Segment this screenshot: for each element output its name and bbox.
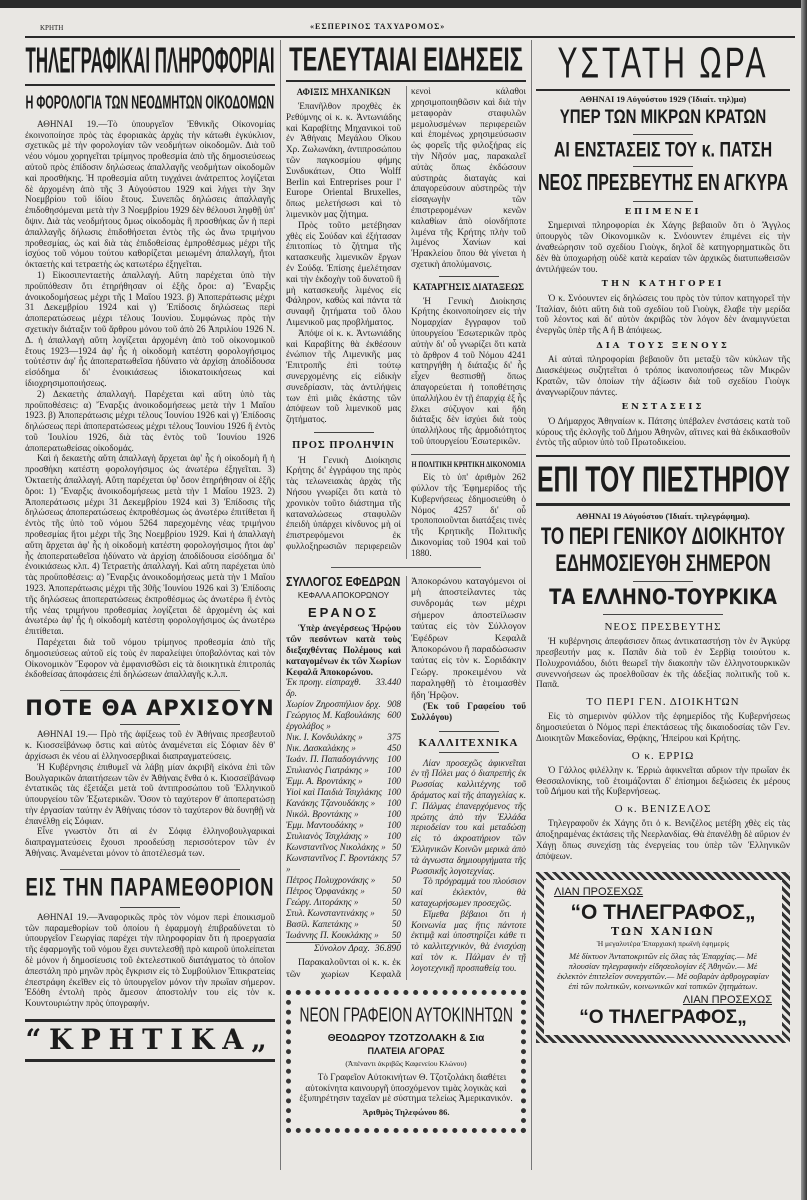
donation-row bbox=[286, 908, 401, 919]
donor-name: Ἐμμ. Μαντουδάκης » bbox=[286, 820, 364, 831]
middle-column bbox=[286, 42, 526, 1133]
donor-name: Νικόλ. Βροντάκης » bbox=[286, 809, 359, 820]
ad-location-note bbox=[299, 1060, 513, 1068]
headline-text: ΑΦΙΞΙΣ ΜΗΧΑΝΙΚΩΝ bbox=[296, 87, 391, 98]
donation-amount: 50 bbox=[391, 886, 401, 897]
section-title-text: Ο κ. ΕΡΡΙΩ bbox=[631, 749, 695, 762]
donation-amount: 100 bbox=[387, 820, 401, 831]
headline-abolition bbox=[411, 283, 526, 293]
rule bbox=[536, 89, 790, 91]
ad-owner bbox=[299, 1033, 513, 1044]
section-title-text: ΕΠΙΜΕΝΕΙ bbox=[624, 207, 702, 218]
section-rule bbox=[331, 567, 481, 568]
rule bbox=[633, 166, 693, 167]
donor-name: Νικ. Ι. Κονδυλάκης » bbox=[286, 732, 363, 743]
donor-name: Γεώργιος Μ. Καβουλάκης ἐργολάβος » bbox=[286, 710, 381, 732]
headline-text: ΤΑ ΕΛΛΗΝΟ-ΤΟΥΡΚΙΚΑ bbox=[549, 585, 777, 611]
paragraph: 1) Εἰκοσιπενταετὴς ἀπαλλαγή. Αὕτη παρέχεται ὑπὸ τὴν προϋπόθεσιν ὅτι ἐτηρήθησαν οἱ ἑξῆς ὅροι: α) Ἔναρξις ἀνοικοδομήσεως μέχρι τῆς 1 Μαΐου 1923. β) Ἀποπεράτωσις μέχρι 31 Δεκεμβρίου 1924 καὶ γ) Ἐπίδοσις δηλώσεως περὶ ἀποπερατώσεως μέχρι τέλους Ἰουνίου. Συμφώνως πρὸς τὴν σχετικὴν διάταξιν τοῦ ἄρθρου μόνου τοῦ ἀπὸ 26 Ἀπριλίου 1926 Ν. Δ. ἡ ἀπαλλαγὴ αὕτη λογίζεται ἀρχομένη ἀπὸ τοῦ οἰκονομικοῦ ἔτους 1923—1924 ἀφ' ἧς ἡ οἰκοδομὴ κατέστη φορολογήσιμος τοὐτέστιν ἀφ' ἧς ἀποπερατωθεῖσα ἠδύνατο νὰ ἀρχίσῃ ἀποδίδουσα εἰσόδημα δι' ἐνοικιάσεως ἰδιοκατοικήσεως καὶ ἰδιοχρησιμοποιήσεως. bbox=[25, 269, 275, 388]
donation-row bbox=[286, 710, 401, 732]
rule bbox=[120, 724, 180, 725]
left-column bbox=[25, 42, 275, 1062]
banner-text: “ΚΡΗΤΙΚΑ„ bbox=[25, 1022, 275, 1056]
donor-name: Κωνσταντῖνος Γ. Βροντάκης » bbox=[286, 853, 388, 875]
banner-rule bbox=[25, 1019, 275, 1022]
paragraph: Εἰς τὸ ὑπ' ἀριθμὸν 262 φύλλον τῆς Ἐφημερίδος τῆς Κυβερνήσεως ἐδημοσιεύθη ὁ Νόμος 4257 δι' οὗ τροποποιοῦνται διατάξεις τινὲς τῆς Κρητικῆς Πολιτικῆς Δικονομίας τοῦ 1904 καὶ τοῦ 1880. bbox=[411, 472, 526, 558]
headline-text: ΠΟΤΕ ΘΑ ΑΡΧΙΣΟΥΝ bbox=[25, 696, 275, 721]
section-text: Τηλεγραφοῦν ἐκ Χάγης ὅτι ὁ κ. Βενιζέλος μετέβη χθὲς εἰς τὰς ἀποξηραμένας ἐκτάσεις τῆς Νεερλανδίας. Θὰ ἐπανέλθῃ δὲ αὔριον ἐν Χάγῃ ὅπως συνεχίσῃ τὰς ἐνεργείας του ὑπὲρ τῶν Ἑλληνικῶν ἀπόψεων. bbox=[536, 818, 790, 861]
headline-text: ΕΠΙ ΤΟΥ ΠΙΕΣΤΗΡΙΟΥ bbox=[536, 459, 790, 501]
donation-amount: 50 bbox=[391, 930, 401, 941]
headline-text: ΥΣΤΑΤΗ ΩΡΑ bbox=[557, 39, 769, 88]
headline-latest-news bbox=[286, 42, 526, 78]
paragraph: Λίαν προσεχῶς ἀφικνεῖται ἐν τῇ Πόλει μας ὁ διαπρεπὴς ἐκ Ρωσσίας καλλιτέχνης τοῦ δράματος καὶ τῆς ἀπαγγελίας κ. Γ. Πάλμας ἐπανερχόμενος τῆς πρώτης ἀπὸ τὴν Ἑλλάδα περιοδείαν του καὶ μεταδώσῃ εἰς τὸ ἀκροατήριον τῶν Ἑλληνικῶν Κοινῶν μερικὰ ἀπὸ τὰ ἀγνωστα δημιουργήματα τῆς Ρωσσικῆς λογοτεχνίας. bbox=[411, 757, 526, 876]
headline-text: ΚΑΛΛΙΤΕΧΝΙΚΑ bbox=[418, 736, 519, 749]
section-title bbox=[536, 621, 790, 633]
rule bbox=[633, 134, 693, 135]
donor-name: Πέτρος Πολυχρονάκης » bbox=[286, 875, 376, 886]
ad-kicker bbox=[554, 886, 772, 898]
collection-title-text: ΕΡΑΝΟΣ bbox=[307, 605, 380, 621]
section-title-text: ΔΙΑ ΤΟΥΣ ΞΕΝΟΥΣ bbox=[596, 340, 730, 351]
section-text: Ὁ Δήμαρχος Ἀθηναίων κ. Πάτσης ὑπέβαλεν ἐνστάσεις κατὰ τοῦ κύρους τῆς ἐκλογῆς τοῦ Δήμου Ἀθηνῶν, αἵτινες καὶ θὰ ἐκδικασθοῦν ἐντὸς τῆς αὔριον ὑπὸ τοῦ Πρωτοδικείου. bbox=[536, 415, 790, 448]
subheadline-taxation bbox=[25, 92, 275, 113]
page-label: ΚΡΗΤΗ bbox=[40, 24, 64, 32]
donation-amount: 50 bbox=[391, 875, 401, 886]
on-the-press-section bbox=[536, 461, 790, 861]
donor-name: Χωρίον Ζηροσπήλιον δρχ. bbox=[286, 699, 381, 710]
rule bbox=[314, 432, 374, 433]
ad-content bbox=[544, 880, 782, 1036]
rule bbox=[439, 752, 499, 753]
paragraph: Καὶ ἡ δεκαετὴς αὕτη ἀπαλλαγὴ ἄρχεται ἀφ' ἧς ἡ οἰκοδομὴ ἢ ἡ προσθήκη κατέστη φορολογήσιμος ὡς ἀνωτέρω ἐξηγεῖται. 3) Ὀκταετὴς ἀπαλλαγή. Αὕτη παρέχεται ὑφ' ὅσον ἐτηρήθησαν οἱ ἑξῆς ὅροι: 1) Ἔναρξις ἀνοικοδομήσεως μετὰ τὴν 1 Μαΐου 1923. 2) Ἀποπεράτωσις μέχρι 31 Δεκεμβρίου 1924 καὶ 3) Ἐπίδοσις τῆς δηλώσεως ἀποπερατώσεως ἐκπροθέσμως ὡς ἀνωτέρω ἐπιτίθεται ἢ ἐντὸς τῆς ὑπὸ τοῦ νόμου 5264 παρεχομένης νέας τριμήνου προθεσμίας ἤτοι μέχρι τῆς 3ης Νοεμβρίου 1929. Καὶ ἡ ἀπαλλαγὴ αὕτη ἄρχεται ἀφ' ἧς ἡ οἰκοδομὴ κατέστη φορολογήσιμος ἤτοι ἀφ' ἧς ἀποπερατωθεῖσα ἠδύνατο νὰ ἀρχίσῃ ἀποδίδουσα εἰσόδημα δι' ἐνοικιάσεως κλπ. 4) Τετραετὴς ἀπαλλαγή. Καὶ αὕτη παρέχεται ὑπὸ τὰς προϋποθέσεις: α) Ἔναρξις ἀνοικοδομήσεως μετὰ τὴν 1 Μαΐου 1923. Ἀποπεράτωσις μέχρι τῆς 30ῆς Ἰουνίου 1926 καὶ 3) Ἐπίδοσις τῆς δηλώσεως ἀποπερατώσεως ἐκπροθέσμως ὡς ἀνωτέρω ἢ ἐντὸς τῆς νέας τριμήνου προθεσμίας λογίζεται δὲ ἀρχομένη ὡς καὶ ἀνωτέρω ἀφ' ἧς ἡ οἰκοδομὴ κατέστη φορολογήσιμος ὡς ἀνωτέρω ἐπιτίθεται. bbox=[25, 453, 275, 637]
ad-kicker-text: ΛΙΑΝ ΠΡΟΣΕΧΩΣ bbox=[554, 885, 644, 898]
section-text: Αἱ αὐταὶ πληροφορίαι βεβαιοῦν ὅτι μεταξὺ τῶν κύκλων τῆς Διασκέψεως συζητεῖται ὁ τρόπος ἱκανοποιήσεως τῶν Μικρῶν Κρατῶν, τῶν ὁποίων τὴν ἀξίωσιν διὰ τοῦ σχεδίου Γιοὺγκ ἀναγνωρίζουν πάντες. bbox=[536, 354, 790, 397]
rule bbox=[536, 503, 790, 506]
donation-amount: 600 bbox=[387, 710, 401, 721]
donation-row bbox=[286, 699, 401, 710]
article-when-will-they-start bbox=[25, 697, 275, 859]
paragraph: Ἡ Γενικὴ Διοίκησις Κρήτης δι' ἐγγράφου της πρὸς τὰς τελωνειακὰς ἀρχὰς τῆς Νήσου γνωρίζει ὅτι κατὰ τὸ χρονικὸν τοῦτο διάστημα τῆς καταναλώσεως σταφυλῶν ἐπειδὴ ὑπάρχει κίνδυνος μὴ οἱ ἐπιστρεφόμενοι ἐκ φυλλοξηρωσιῶν περιφερειῶν κενοὶ κάλαθοι χρησιμοποιηθῶσιν καὶ διὰ τὴν μεταφορὰν σταφυλῶν μεμολυσμένων περιφερειῶν καὶ ἑπομένως χρησιμεύσωσιν ὡς φορεῖς τῆς φιλοξήρας εἰς τὴν Νῆσόν μας, παρακαλεῖ αὐτὰς ὅπως ἐκδώσουν αὐστηρὰς διαταγὰς καὶ ἀπαγορεύσουν αὐστηρῶς τὴν εἰσαγωγὴν τῶν ἐπιστρεφομένων κενῶν καλαθίων ἀπὸ οἱονδήποτε λιμένα τῆς Κρήτης πλὴν τοῦ λιμένος Χανίων καὶ Ἡρακλείου ὅπου θὰ γίνεται ἡ σχετικὴ ἀπολύμανσις. bbox=[286, 86, 526, 551]
collection-title bbox=[286, 606, 401, 620]
paragraph: 2) Δεκαετὴς ἀπαλλαγή. Παρέχεται καὶ αὕτη ὑπὸ τὰς προϋποθέσεις: α) Ἔναρξις ἀνοικοδομήσεως μετὰ τὴν 1 Μαΐου 1923. β) Ἀποπεράτωσις μέχρι τέλους Ἰουνίου 1926 καὶ γ) Ἐπίδοσις δηλώσεως περὶ ἀποπερατώσεως μέχρι τέλους Ἰουνίου 1926 ἢ ἐντὸς τοῦ Ἰουλίου 1926, διὰ τὰς ἐντὸς τοῦ Ἰουνίου 1926 ἀποπερατωθείσας οἰκοδομάς. bbox=[25, 388, 275, 453]
headline-engineers-arrival bbox=[286, 88, 401, 98]
headline-text: ΤΗΛΕΓΡΑΦΙΚΑΙ ΠΛΗΡΟΦΟΡΙΑΙ bbox=[25, 40, 275, 82]
headline-new-ambassador-ankara bbox=[536, 171, 790, 197]
article-body bbox=[25, 119, 275, 680]
donation-amount: 100 bbox=[387, 831, 401, 842]
signature: (Ἐκ τοῦ Γραφείου τοῦ Συλλόγου) bbox=[411, 700, 526, 722]
ad-location-note-text: (Ἀπέναντι ἀκριβῶς Καφενείου Κλώνου) bbox=[345, 1058, 467, 1068]
paragraph: Εἴμεθα βέβαιοι ὅτι ἡ Κοινωνία μας ἥτις πάντοτε ἐκτιμᾷ καὶ ὑποστηρίζει κάθε τι τὸ καλλιτεχνικὸν, θὰ ἐνισχύσῃ καὶ τὸν κ. Πάλμαν ἐν τῇ λογοτεχνικῇ προσπαθείᾳ του. bbox=[411, 908, 526, 973]
ad-body: Μὲ δίκτυον Ἀνταποκριτῶν εἰς ὅλας τὰς Ἐπαρχίας.— Μὲ πλουσίαν τηλεγραφικὴν εἰδησεολογίαν ἐξ Ἀθηνῶν.— Μὲ ἐκλεκτὸν ἐπιτελεῖον συνεργατῶν.— Μὲ σοβαρὰν ἀρθρογραφίαν ἐπὶ τῶν πολιτικῶν, κοινωνικῶν καὶ τοπικῶν ζητημάτων. bbox=[557, 951, 769, 992]
section-title bbox=[536, 750, 790, 762]
headline-small-states bbox=[536, 107, 790, 130]
article-border-zone bbox=[25, 876, 275, 1009]
section-title bbox=[536, 803, 790, 815]
donation-amount: 50 bbox=[391, 897, 401, 908]
donor-name: Νικ. Δασκαλάκης » bbox=[286, 743, 356, 754]
donor-name: Υἱοὶ καὶ Παιδιὰ Τσιχλάκης bbox=[286, 787, 383, 798]
subheadline-text: ΚΕΦΑΛΑ ΑΠΟΚΟΡΩΝΟΥ bbox=[297, 591, 390, 601]
paragraph: Ἡ Κυβέρνησις ἐπιθυμεῖ νὰ λάβῃ μίαν ἀκριβῆ εἰκόνα ἐπὶ τῶν Βουλγαρικῶν ἀπαιτήσεων τῶν ἐν Ἀθήναις ἔνθα ὁ κ. Κιοσσεϊβάνωφ ἐντατικῶς τὰς ἐξετάζει μετὰ τοῦ ἀντιπροσώπου τοῦ Ἑλληνικοῦ ὑπουργείου τῶν Ἐξωτερικῶν. Ὅσον τὸ ταχύτερον θ' ἀποπερατώσῃ τὴν ἐργασίαν ταύτην ἐν Ἀθήναις τόσον τὸ ταχύτερον θὰ δυνηθῇ νὰ ἐπανέλθῃ εἰς Σόφιαν. bbox=[25, 761, 275, 826]
press-subsections bbox=[536, 621, 790, 861]
section-title bbox=[536, 280, 790, 289]
donor-name: Στυλιανὸς Γιατράκης » bbox=[286, 765, 369, 776]
donation-row bbox=[286, 820, 401, 831]
ad-tagline bbox=[554, 940, 772, 948]
total-value: 36.890 bbox=[374, 944, 401, 955]
headline-text: ΤΕΛΕΥΤΑΙΑΙ ΕΙΔΗΣΕΙΣ bbox=[289, 40, 523, 78]
latest-news-columns bbox=[286, 86, 526, 558]
section-title bbox=[536, 403, 790, 412]
section-text: Ὁ κ. Σνόουντεν εἰς δηλώσεις του πρὸς τὸν τύπον κατηγορεῖ τὴν Ἰταλίαν, διότι αὕτη διὰ τοῦ σχεδίου τοῦ Γιοὺγκ, ἔλαβε τὴν μερίδα τοῦ λέοντος καὶ δι' αὐτὸν ἀκριβῶς τὸν λόγον δὲν ἀναμιγνύεται ἐνεργῶς ὑπὲρ τῆς Α ἢ Β ἀπόψεως. bbox=[536, 292, 790, 336]
donor-name: Γεώργ. Λιτοράκης » bbox=[286, 897, 359, 908]
paragraph: ΑΘΗΝΑΙ 19.— Πρὸ τῆς ἀφίξεως τοῦ ἐν Ἀθήναις πρεσβευτοῦ κ. Κιοσσεϊβάνωφ ὅστις καὶ αὐτὸς ἀναμένεται εἰς Σόφιαν δὲν θ' ἀρχίσωσι ἐκ νέου αἱ ἑλληνοσερβικαὶ διαπραγματεύσεις. bbox=[25, 729, 275, 761]
ad-phone bbox=[299, 1108, 513, 1117]
donation-amount: 100 bbox=[387, 798, 401, 809]
donation-amount: 450 bbox=[387, 743, 401, 754]
paragraph: Πρὸς τοῦτο μετέβησαν χθὲς εἰς Σούδαν καὶ ἐξήτασαν ἐπιτοπίως τὸ ζήτημα τῆς κατασκευῆς λιμενικῶν ἔργων ἐν Σούδᾳ. Ἐπίσης ἐμελέτησαν καὶ τὴν ἐκδοχὴν τοῦ δυνατοῦ ἢ μὴ κατασκευῆς λιμένος εἰς Φάληρον, καθὼς καὶ πάντα τὰ συναφῆ ζητήματα τοῦ ὅλου Λιμενικοῦ μας προβλήματος. bbox=[286, 219, 401, 328]
ad-title-2 bbox=[554, 1008, 772, 1029]
donor-name: Στυλιανὸς Τσιχλάκης » bbox=[286, 831, 369, 842]
right-column bbox=[536, 40, 790, 1043]
donation-row bbox=[286, 919, 401, 930]
section-rule bbox=[536, 455, 790, 457]
scan-top-edge bbox=[0, 0, 807, 8]
rule bbox=[411, 454, 526, 455]
donations-total bbox=[286, 942, 401, 955]
telegraphos-advertisement bbox=[536, 872, 790, 1044]
headline-last-hour bbox=[536, 40, 790, 87]
last-hour-section bbox=[536, 40, 790, 448]
headline-text: Η ΠΟΛΙΤΙΚΗ ΚΡΗΤΙΚΗ ΔΙΚΟΝΟΜΙΑ bbox=[411, 458, 526, 469]
donation-row bbox=[286, 776, 401, 787]
rule bbox=[439, 276, 499, 277]
newspaper-name: «ΕΣΠΕΡΙΝΟΣ ΤΑΧΥΔΡΟΜΟΣ» bbox=[310, 22, 446, 31]
donation-row bbox=[286, 765, 401, 776]
donation-row bbox=[286, 930, 401, 941]
donation-row bbox=[286, 754, 401, 765]
headline-text: ΥΠΕΡ ΤΩΝ ΜΙΚΡΩΝ ΚΡΑΤΩΝ bbox=[559, 106, 767, 129]
ad-title-text: “Ο ΤΗΛΕΓΡΑΦΟΣ„ bbox=[570, 900, 756, 924]
donation-row bbox=[286, 853, 401, 875]
section-rule bbox=[60, 869, 240, 870]
masthead-rule bbox=[25, 36, 795, 38]
donation-row bbox=[286, 743, 401, 754]
ad-body: Τὸ Γραφεῖον Αὐτοκινήτων Θ. Τζοτζολάκη διαθέτει αὐτοκίνητα καινουργῆ ὑποσχόμενον τιμὰς λογικὰς καὶ ἐξυπηρέτησιν ταχεῖαν μὲ σύστημα τελείως Ἀμερικανικόν. bbox=[299, 1071, 513, 1104]
rule bbox=[633, 201, 693, 202]
donation-row bbox=[286, 732, 401, 743]
donation-amount: 375 bbox=[387, 732, 401, 743]
subheadline-kefala bbox=[286, 592, 401, 601]
donor-name: Κανάκης Τζανουδάκης » bbox=[286, 798, 376, 809]
section-title bbox=[536, 696, 790, 708]
donation-amount: 908 bbox=[387, 699, 401, 710]
dateline-text: ΑΘΗΝΑΙ 19 Αὐγούστου (Ἰδιαίτ. τηλεγράφημα). bbox=[576, 510, 750, 521]
column-divider bbox=[280, 40, 281, 1170]
headline-text: ΝΕΟΣ ΠΡΕΣΒΕΥΤΗΣ ΕΝ ΑΓΚΥΡΑ bbox=[537, 171, 788, 197]
section-banner-kritika bbox=[25, 1022, 275, 1056]
section-title-text: ΕΝΣΤΑΣΕΙΣ bbox=[621, 402, 705, 413]
last-hour-subsections bbox=[536, 208, 790, 448]
rule bbox=[286, 80, 526, 82]
ad-tagline-text: Ἡ μεγαλυτέρα Ἐπαρχιακὴ πρωϊνὴ ἐφημερίς bbox=[596, 938, 730, 948]
headline-published-today bbox=[536, 551, 790, 578]
rule bbox=[439, 731, 499, 732]
dateline bbox=[536, 95, 790, 104]
donation-row bbox=[286, 809, 401, 820]
car-office-advertisement bbox=[286, 990, 526, 1132]
donor-name: Ἐκ προηγ. εἰσπραχθ. δρ. bbox=[286, 677, 361, 699]
donor-name: Ἰωάν. Π. Παπαδογιάννης bbox=[286, 754, 379, 765]
paragraph: Ἀπόψε οἱ κ. κ. Ἀντωνιάδης καὶ Καραβίτης θὰ ἐκθέσουν ἐνώπιον τῆς Λιμενικῆς μας Ἐπιτροπῆς ἐπὶ τούτῳ συνερχομένης εἰς εἰδικὴν συνεδρίασιν, τὰς ἀντιλήψεις των ἐπὶ μιᾶς ἑκάστης τῶν ἀπόψεων τοῦ λιμενικοῦ μας ζητήματος. bbox=[286, 327, 401, 425]
donation-amount: 50 bbox=[391, 842, 401, 853]
headline-greek-turkish bbox=[536, 586, 790, 610]
reservists-and-arts-columns bbox=[286, 576, 526, 981]
section-text: Εἰς τὸ σημερινὸν φύλλον τῆς ἐφημερίδος τῆς Κυβερνήσεως δημοσιεύεται ὁ Νόμος περὶ ἐπεκτάσεως τῆς δικαιοδοσίας τῶν Γεν. Διοικητῶν Μακεδονίας, Θρᾴκης, Ἠπείρου καὶ Κρήτης. bbox=[536, 711, 790, 743]
subheadline-text: Η ΦΟΡΟΛΟΓΙΑ ΤΩΝ ΝΕΟΔΜΗΤΩΝ ΟΙΚΟΔΟΜΩΝ bbox=[25, 91, 275, 113]
donation-amount: 100 bbox=[387, 765, 401, 776]
donor-name: Ἐμμ. Α. Βροντάκης » bbox=[286, 776, 363, 787]
ad-title-2-text: “Ο ΤΗΛΕΓΡΑΦΟΣ„ bbox=[579, 1007, 747, 1029]
donation-amount: 100 bbox=[387, 776, 401, 787]
donation-row bbox=[286, 842, 401, 853]
paragraph: Παρέχεται διὰ τοῦ νόμου τρίμηνος προθεσμία ἀπὸ τῆς δημοσιεύσεως αὐτοῦ εἰς τοὺς ἐν παραλείψει ὑποβαλόντας καὶ τὸν Οἰκονομικὸν Ἔφορον νὰ ἐμφανισθῶσι εἰς τὰ διοικητικὰ ἐπιτροπάς ἐκδοθείσας ἀποφάσεις ἐπὶ δηλώσεων ἀπαλλαγῆς κ.λ.π. bbox=[25, 637, 275, 680]
paragraph: ΑΘΗΝΑΙ 19.—Τὸ ὑπουργεῖον Ἐθνικῆς Οἰκονομίας ἐκοινοποίησε πρὸς τὰς ἐφοριακὰς ἀρχὰς τὴν κάτωθι ἐγκύκλιον, σχετικῶς μὲ τὴν φορολογίαν τῶν νεοδμήτων οἰκοδομῶν. Διὰ τοῦ νέου νόμου χορηγεῖται τρίμηνος προθεσμία ἀπὸ τῆς δημοσιεύσεως αὐτοῦ πρὸς ἐπίδοσιν δηλώσεως ἀπαλλαγῆς νεοδμήτων οἰκοδομῶν καὶ προσθήκης. Ἡ προθεσμία αὕτη τυγχάνει ἀνάτρεπτος λογίζεται δὲ ἀρχομένη ἀπὸ τῆς 3 Αὐγούστου 1929 καὶ λήγει τὴν 3ην Νοεμβρίου τοῦ ἰδίου ἔτους. Συνεπῶς δηλώσεις ἀπαλλαγῆς ἐπιδοθησόμεναι μετὰ τὴν 3 Νοεμβρίου 1929 δὲν θέλουσι ληφθῇ ὑπ' ὄψιν. Διὰ τὰς νεοδμήτους ὅμως οἰκοδομὰς ἢ προσθήκας ὧν ἡ περὶ ἀπαλλαγῆς δήλωσις ἐπιδοθήσεται ἐντὸς τῆς ὡς ἄνω τριμήνου προθεσμίας, ὡς καὶ διὰ τὰς ἐπιδοθείσας ἐμπροθέσμως μέχρι τῆς ἰσχύος τοῦ νόμου τούτου καθορίζεται μειωμένη ἀπαλλαγή, ἤτοι ὁκταετὴς καὶ τετραετὴς ὡς κατωτέρω ἐξηγεῖται. bbox=[25, 118, 275, 270]
donation-row bbox=[286, 886, 401, 897]
ad-subtitle bbox=[554, 926, 772, 938]
headline-text: ΚΑΤΑΡΓΗΣΙΣ ΔΙΑΤΑΞΕΩΣ bbox=[412, 281, 525, 292]
ad-phone-text: Ἀριθμὸς Τηλεφώνου 86. bbox=[362, 1107, 450, 1118]
headline-patsis-objections bbox=[536, 139, 790, 163]
donation-amount: 100 bbox=[387, 787, 401, 798]
section-rule bbox=[60, 690, 240, 691]
ad-title bbox=[299, 1005, 513, 1028]
paragraph: Εἶνε γνωστὸν ὅτι αἱ ἐν Σόφιᾳ ἑλληνοβουλγαρικαὶ διαπραγματεύσεις ἔχουσι προοδεύσῃ περισσότερον τῶν ἐν Ἀθήναις. Ἀναμένεται μόνον τὸ ἀποτέλεσμά των. bbox=[25, 826, 275, 859]
headline-on-the-press bbox=[536, 461, 790, 501]
headline-text: ΣΥΛΛΟΓΟΣ ΕΦΕΔΡΩΝ bbox=[286, 574, 401, 589]
ad-subtitle-text: ΤΩΝ ΧΑΝΙΩΝ bbox=[611, 924, 715, 938]
ad-kicker-2-text: ΛΙΑΝ ΠΡΟΣΕΧΩΣ bbox=[682, 994, 772, 1007]
donation-row bbox=[286, 798, 401, 809]
section-title bbox=[536, 208, 790, 217]
donation-row bbox=[286, 677, 401, 699]
headline bbox=[25, 697, 275, 720]
rule bbox=[633, 581, 693, 582]
donation-row bbox=[286, 831, 401, 842]
section-title-text: ΤΟ ΠΕΡΙ ΓΕΝ. ΔΙΟΙΚΗΤΩΝ bbox=[586, 696, 740, 709]
headline-text: ΕΙΣ ΤΗΝ ΠΑΡΑΜΕΘΟΡΙΟΝ bbox=[25, 874, 275, 902]
section-title-text: ΝΕΟΣ ΠΡΕΣΒΕΥΤΗΣ bbox=[604, 621, 722, 634]
dateline-text: ΑΘΗΝΑΙ 19 Αὐγούστου 1929 (Ἰδιαίτ. τηλ)μα) bbox=[579, 94, 747, 104]
headline-arts bbox=[411, 737, 526, 749]
headline-reservists bbox=[286, 576, 401, 590]
paragraph: ΑΘΗΝΑΙ 19.—Ἀναφορικῶς πρὸς τὸν νόμον περὶ ἐποικισμοῦ τῶν παραμεθορίων τοῦ ὁποίου ἡ ἐφαρμογὴ ἐπιβραδύνεται τὸ ὑπουργεῖον Γεωργίας παρέχει τὴν πληροφορίαν ὅτι ἡ προεργασία τῆς ἐφαρμογῆς τοῦ νόμου ἔχει συντελεσθῇ πρὸ καιροῦ ὑπολείπεται δὲ μόνον ἡ δημοσίευσις τοῦ ἐκτελεστικοῦ διατάγματος τὸ ὁποῖον ἀπεστάλη πρὸ μηνῶν πρὸς ἔγκρισιν εἰς τὸ Συμβούλιον Ἐπικρατείας ἐπεστράφη ἐκεῖθεν εἰς τὸ ὑπουργεῖον μόνον τὴν πρωΐαν σήμερον. Ἐδόθη ἐντολὴ πρὸς ἄμεσον ἀποστολήν του εἰς τὸν κ. Κουντουριώτην πρὸς ὑπογραφήν. bbox=[25, 911, 275, 1009]
donation-amount: 33.440 bbox=[375, 677, 401, 688]
headline-prevention bbox=[286, 440, 401, 452]
donor-name: Βασίλ. Καπετάκης » bbox=[286, 919, 359, 930]
donation-amount: 57 bbox=[391, 853, 401, 864]
paragraph: Ἡ Γενικὴ Διοίκησις Κρήτης ἐκοινοποίησεν εἰς τὴν Νομαρχίαν ἔγγραφον τοῦ ὑπουργείου Ἐσωτερικῶν πρὸς αὐτὴν δι' οὗ γνωρίζει ὅτι κατὰ τὸ ἄρθρον 4 τοῦ Νόμου 4241 κατηργήθη ἡ διάταξις δι' ἧς εἶχεν θεσπισθῇ ὅπως ἀπαγορεύεται ἡ τοποθέτησις ὑπαλλήλου ἐν τῇ ἐπαρχίᾳ ἐξ ἧς ἕλκει σύζυγον καὶ ἤδη διάταξις δὲν ἰσχύει διὰ τοὺς ὑπαλλήλους τῆς ἁρμοδιότητος τοῦ ὑπουργείου Ἐσωτερικῶν. bbox=[411, 295, 526, 446]
rule bbox=[120, 907, 180, 908]
donation-row bbox=[286, 897, 401, 908]
headline-text: ΠΡΟΣ ΠΡΟΛΗΨΙΝ bbox=[292, 439, 395, 451]
donation-row bbox=[286, 787, 401, 798]
section-text: Σημεριναὶ πληροφορίαι ἐκ Χάγης βεβαιοῦν ὅτι ὁ Ἄγγλος ὑπουργὸς τῶν Οἰκονομικῶν κ. Σνόουντεν ἐπιμένει εἰς τὴν ἀναθεώρησιν τοῦ σχεδίου Γιοὺγκ, δηλοῖ δὲ κατηγορηματικῶς ὅτι δὲν θὰ ὑποχωρήσῃ οὐδὲ κατὰ κεραίαν τῶν ἀρχικῶς διατυπωθεισῶν ἀντιλήψεών του. bbox=[536, 220, 790, 274]
section-text: Ὁ Γάλλος φιλέλλην κ. Ἐρριὼ ἀφικνεῖται αὔριον τὴν πρωΐαν ἐκ Θεσσαλονίκης, τοῦ ἑτοιμάζονται δ' ἐπίσημοι δεξιώσεις ἐκ μέρους τοῦ Δήμου καὶ τῆς Κυβερνήσεως. bbox=[536, 764, 790, 797]
ad-location bbox=[299, 1047, 513, 1057]
column-divider bbox=[531, 40, 532, 1170]
section-title-text: ΤΗΝ ΚΑΤΗΓΟΡΕΙ bbox=[601, 279, 725, 290]
banner-rule bbox=[25, 1059, 275, 1062]
donation-amount: 100 bbox=[387, 809, 401, 820]
headline-governor-general bbox=[536, 524, 790, 551]
ad-title bbox=[554, 901, 772, 924]
closing-paragraph: Παρακαλοῦνται οἱ κ. κ. ἐκ τῶν χωρίων Κεφαλᾶ Ἀποκορώνου καταγόμενοι οἱ μὴ ἀποστείλαντες τὰς συνδρομάς των μέχρι σήμερον ἀποστείλωσιν ταύτας εἰς τὸν Σύλλογον Ἐφέδρων Κεφαλᾶ Ἀποκορώνου ἢ παραδώσωσιν ταύτας εἰς τὸν κ. Σοριδάκην Γεώργ. προκειμένου νὰ παραληφθῇ τὸ ἑτοιμασθὲν ἤδη Ἡρῷον. bbox=[286, 575, 526, 980]
section-title-text: Ο κ. ΒΕΝΙΖΕΛΟΣ bbox=[614, 803, 712, 816]
donation-row bbox=[286, 875, 401, 886]
paragraph: Ἐπανῆλθον προχθὲς ἐκ Ρεθύμνης οἱ κ. κ. Ἀντωνιάδης καὶ Καραβίτης Μηχανικοὶ τοῦ ἐν Ἀθήναις Μεγάλου Οἴκου Χρ. Ζωλωνάκη, ἀντιπροσώπου τῶν παγκοσμίου φήμης Συνδυκάτων, Otto Wolff Berlin καὶ Entreprises pour l' Europe Oriental Bruxelles, ὅπως μελετήσωσι καὶ τὸ λιμενικὸν μας ζήτημα. bbox=[286, 101, 401, 220]
donor-name: Στυλ. Κωνσταντινάκης » bbox=[286, 908, 375, 919]
section-title bbox=[536, 342, 790, 351]
headline bbox=[25, 876, 275, 903]
headline-civil-procedure bbox=[411, 460, 526, 469]
headline-text: ΤΟ ΠΕΡΙ ΓΕΝΙΚΟΥ ΔΙΟΙΚΗΤΟΥ bbox=[540, 522, 786, 550]
section-text: Ἡ κυβέρνησις ἀπεφάσισεν ὅπως ἀντικαταστήσῃ τὸν ἐν Ἀγκύρᾳ πρεσβευτήν μας κ. Παπᾶν διὰ τοῦ ἐν Σερβίᾳ τοιούτου κ. Πολυχρονιάδου, διότι θεωρεῖ τὴν διακοπὴν τῶν ἑλληνοτουρκικῶν συνεννοήσεων ὡς προελθοῦσαν ἐκ τῆς ἀδεξίας πολιτικῆς τοῦ κ. Παπᾶ. bbox=[536, 636, 790, 690]
ad-location-text: ΠΛΑΤΕΙΑ ΑΓΟΡΑΣ bbox=[367, 1045, 445, 1056]
donation-amount: 50 bbox=[391, 919, 401, 930]
donations-table bbox=[286, 677, 401, 941]
ad-title-text: ΝΕΟΝ ΓΡΑΦΕΙΟΝ ΑΥΤΟΚΙΝΗΤΩΝ bbox=[299, 1003, 513, 1027]
headline-telegraphic-news bbox=[25, 42, 275, 82]
donor-name: Κωνσταντῖνος Νικολάκης » bbox=[286, 842, 386, 853]
donor-name: Ἰωάννης Π. Κουκλάκης » bbox=[286, 930, 379, 941]
rule bbox=[25, 84, 275, 86]
dateline bbox=[536, 512, 790, 521]
headline-text: ΕΔΗΜΟΣΙΕΥΘΗ ΣΗΜΕΡΟΝ bbox=[555, 549, 771, 577]
scan-right-edge bbox=[801, 0, 807, 1200]
paragraph: Τὸ πρόγραμμά του πλούσιον καὶ ἐκλεκτὸν, θὰ καταχωρήσωμεν προσεχῶς. bbox=[411, 876, 526, 909]
rule bbox=[603, 614, 723, 615]
headline-text: ΑΙ ΕΝΣΤΑΣΕΙΣ ΤΟΥ κ. ΠΑΤΣΗ bbox=[553, 138, 773, 162]
ad-owner-text: ΘΕΟΔΩΡΟΥ ΤΖΟΤΖΟΛΑΚΗ & Σια bbox=[327, 1032, 485, 1044]
donation-amount: 100 bbox=[387, 754, 401, 765]
ad-kicker-2 bbox=[554, 994, 772, 1006]
donor-name: Πέτρος Ὀρφανάκης » bbox=[286, 886, 365, 897]
total-label: Σύνολον Δραχ. bbox=[313, 944, 370, 955]
intro: Ὑπὲρ ἀνεγέρσεως Ἡρῴου τῶν πεσόντων κατὰ τοὺς διεξαχθέντας Πολέμους καὶ καταγομένων ἐκ τῶν Χωρίων Κεφαλᾶ Ἀποκορώνου. bbox=[286, 623, 402, 677]
donation-amount: 50 bbox=[391, 908, 401, 919]
arts-section bbox=[411, 737, 526, 974]
